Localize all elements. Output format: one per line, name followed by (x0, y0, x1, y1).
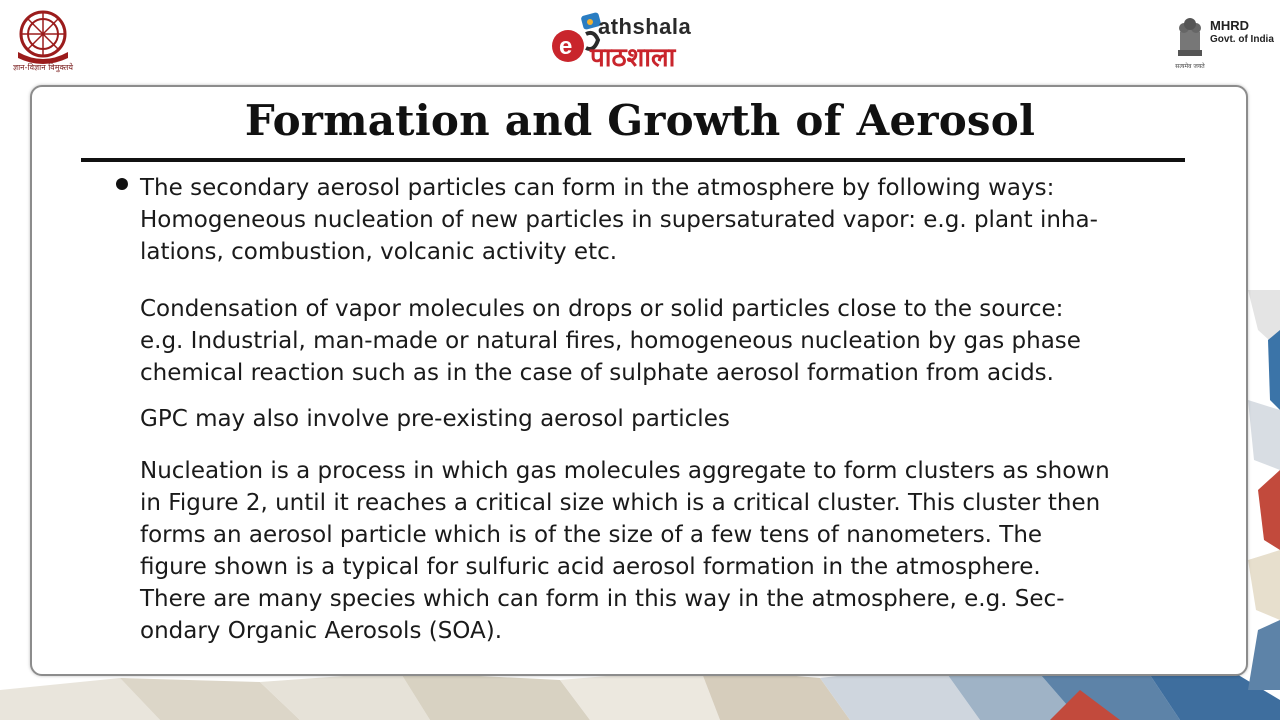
title-underline (81, 158, 1185, 162)
mhrd-subtitle: Govt. of India (1210, 34, 1274, 45)
epathshala-wordmark: athshala (598, 14, 692, 39)
paragraph-nucleation: Nucleation is a process in which gas molecules aggregate to form clusters as shown in Figure 2, until it reaches a critical size which is a critical cluster. This cluster then forms an aerosol particle which is of the size of a few tens of nanometers. The figure shown is a typical for sulfuric acid aerosol formation in the atmosphere. There are many species which can form in this way in the atmosphere, e.g. Sec- ondary Organic Aerosols (SOA). (140, 458, 1110, 644)
svg-text:e: e (559, 33, 573, 60)
slide-title: Formation and Growth of Aerosol (244, 96, 1036, 145)
decorative-right-edge (1248, 290, 1280, 690)
emblem-motto: सत्यमेव जयते (1175, 63, 1205, 70)
paragraph-gpc: GPC may also involve pre-existing aerosol particles (140, 406, 730, 432)
bullet-icon (116, 178, 128, 190)
epathshala-hindi-wordmark: पाठशाला (590, 43, 676, 73)
mhrd-title: MHRD (1210, 18, 1249, 33)
header-bar (0, 0, 1280, 84)
ugc-motto: ज्ञान-विज्ञान विमुक्तये (12, 63, 74, 72)
national-emblem-icon (1172, 10, 1208, 68)
paragraph-secondary-aerosol: The secondary aerosol particles can form in the atmosphere by following ways: Homogeneous nucleation of new particles in supersaturated vapor: e.g. plant inha- lations, combustion, volcanic activity etc. (140, 175, 1098, 265)
paragraph-condensation: Condensation of vapor molecules on drops or solid particles close to the source: e.g. Industrial, man-made or natural fires, homogeneous nucleation by gas phase chemical reaction such as in the case of sulphate aerosol formation from acids. (140, 296, 1081, 386)
